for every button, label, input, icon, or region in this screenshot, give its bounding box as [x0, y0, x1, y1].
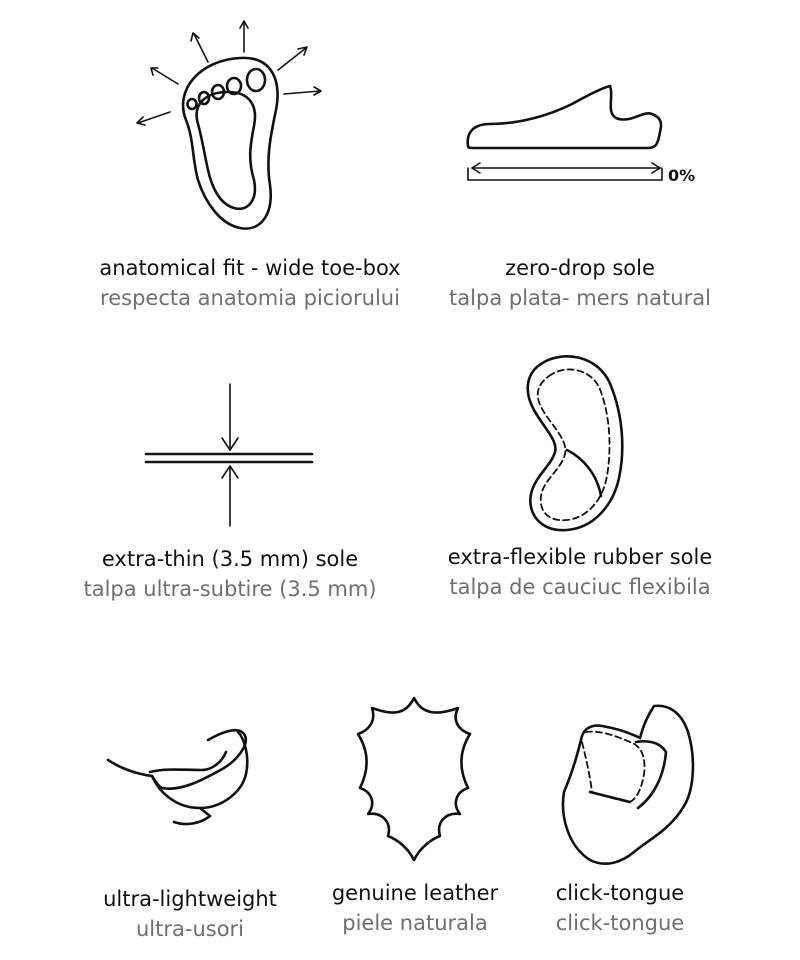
feature-zero-drop: [430, 20, 730, 313]
feature-extra-flexible: [415, 350, 745, 602]
feather-icon: [108, 730, 247, 824]
feature-title: zero-drop sole: [505, 256, 655, 280]
leather-hide-icon: [300, 696, 530, 868]
feature-click-tongue: [530, 696, 710, 938]
feature-title: extra-flexible rubber sole: [447, 545, 713, 569]
feature-subtitle: talpa de cauciuc flexibila: [449, 575, 711, 599]
feature-subtitle: piele naturala: [342, 911, 488, 935]
feature-genuine-leather: [300, 696, 530, 938]
feature-title: genuine leather: [331, 881, 499, 905]
feature-icon-feather: [90, 712, 290, 872]
feature-subtitle: talpa plata- mers natural: [449, 286, 711, 310]
foot-icon: [80, 20, 420, 245]
feature-ultra-lightweight: [90, 712, 290, 944]
feature-subtitle: talpa ultra-subtire (3.5 mm): [83, 577, 377, 601]
feature-extra-thin: [80, 372, 380, 604]
feature-anatomical-fit: [80, 20, 420, 313]
feature-title: anatomical fit - wide toe-box: [99, 256, 401, 280]
feature-title: extra-thin (3.5 mm) sole: [101, 547, 359, 571]
flexible-sole-icon: [415, 350, 745, 532]
feature-title: click-tongue: [555, 881, 685, 905]
feature-title: ultra-lightweight: [103, 887, 277, 911]
zero-drop-shoe-icon: [430, 20, 730, 245]
click-tongue-shoe-icon: [530, 696, 710, 868]
feature-subtitle: ultra-usori: [135, 917, 245, 941]
feature-subtitle: respecta anatomia piciorului: [100, 286, 400, 310]
zero-drop-badge: 0%: [668, 166, 696, 185]
feature-subtitle: click-tongue: [555, 911, 685, 935]
thin-sole-icon: [80, 372, 380, 532]
